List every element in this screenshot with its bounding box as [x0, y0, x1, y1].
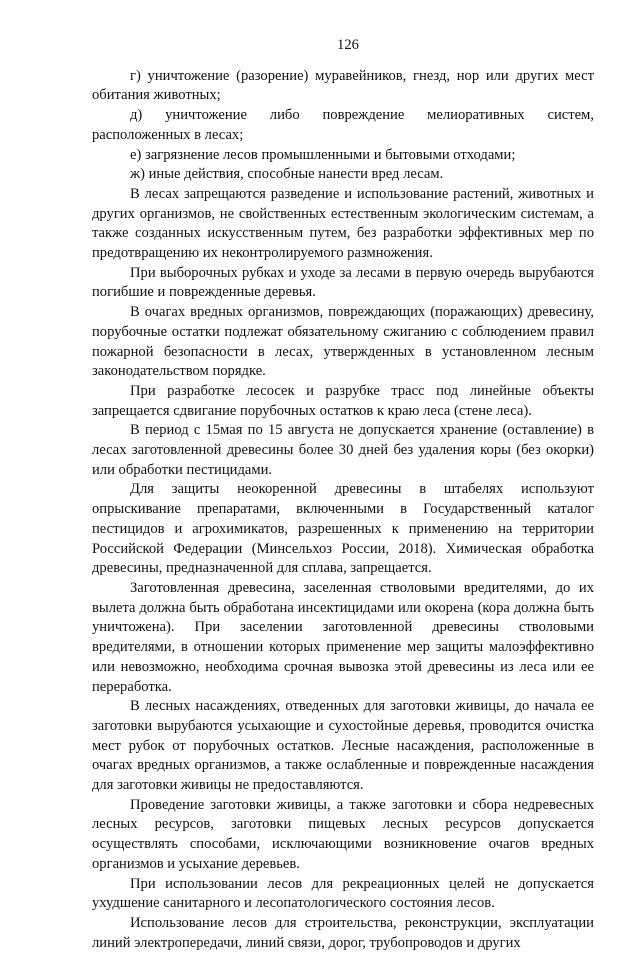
list-item-e: е) загрязнение лесов промышленными и бытовыми отходами; [130, 146, 516, 163]
paragraph: В лесах запрещаются разведение и использование растений, животных и других организмов, не свойственных естественным экологическим системам, а также созданных искусственным путем, без разработки эффективных мер по предотвращению их неконтролируемого размножения. [92, 185, 594, 262]
paragraph: Для защиты неокоренной древесины в штабелях используют опрыскивание препаратами, включенными в Государственный каталог пестицидов и агрохимикатов, разрешенных к применению на территории Российской Федерации (Минсельхоз России, 2018). Химическая обработка древесины, предназначенной для сплава, запрещается. [92, 481, 594, 577]
paragraph: В лесных насаждениях, отведенных для заготовки живицы, до начала ее заготовки вырубаются усыхающие и сухостойные деревья, проводится очистка мест рубок от порубочных остатков. Лесные насаждения, расположенные в очагах вредных организмов, а также ослабленные и поврежденные насаждения для заготовки живицы не предоставляются. [92, 698, 594, 794]
paragraph: При выборочных рубках и уходе за лесами в первую очередь вырубаются погибшие и поврежденные деревья. [92, 264, 594, 301]
paragraph: При использовании лесов для рекреационных целей не допускается ухудшение санитарного и лесопатологического состояния лесов. [92, 875, 594, 912]
list-item-g: г) уничтожение (разорение) муравейников, гнезд, нор или других мест обитания животных; [92, 67, 594, 104]
paragraph: Использование лесов для строительства, реконструкции, эксплуатации линий электропередачи, линий связи, дорог, трубопроводов и других [92, 914, 594, 951]
page-body [92, 67, 594, 953]
paragraph: В период с 15мая по 15 августа не допускается хранение (оставление) в лесах заготовленной древесины более 30 дней без удаления коры (без окорки) или обработки пестицидами. [92, 422, 594, 478]
paragraph: В очагах вредных организмов, повреждающих (поражающих) древесину, порубочные остатки подлежат обязательному сжиганию с соблюдением правил пожарной безопасности в лесах, утвержденных в установленном лесным законодательством порядке. [92, 304, 594, 380]
page-number: 126 [337, 37, 359, 53]
paragraph: При разработке лесосек и разрубке трасс под линейные объекты запрещается сдвигание порубочных остатков к краю леса (стене леса). [92, 382, 594, 419]
list-item-d: д) уничтожение либо повреждение мелиоративных систем, расположенных в лесах; [92, 107, 594, 143]
list-item-zh: ж) иные действия, способные нанести вред лесам. [130, 166, 444, 183]
paragraph: Заготовленная древесина, заселенная стволовыми вредителями, до их вылета должна быть обработана инсектицидами или окорена (кора должна быть уничтожена). При заселении заготовленной древесины стволовыми вредителями, в отношении которых применение мер защиты малоэффективно или невозможно, необходима срочная вывозка этой древесины из леса или ее переработка. [92, 579, 594, 695]
paragraph: Проведение заготовки живицы, а также заготовки и сбора недревесных лесных ресурсов, заготовки пищевых лесных ресурсов допускается осуществлять способами, исключающими возникновение очагов вредных организмов и усыхание деревьев. [92, 796, 594, 872]
